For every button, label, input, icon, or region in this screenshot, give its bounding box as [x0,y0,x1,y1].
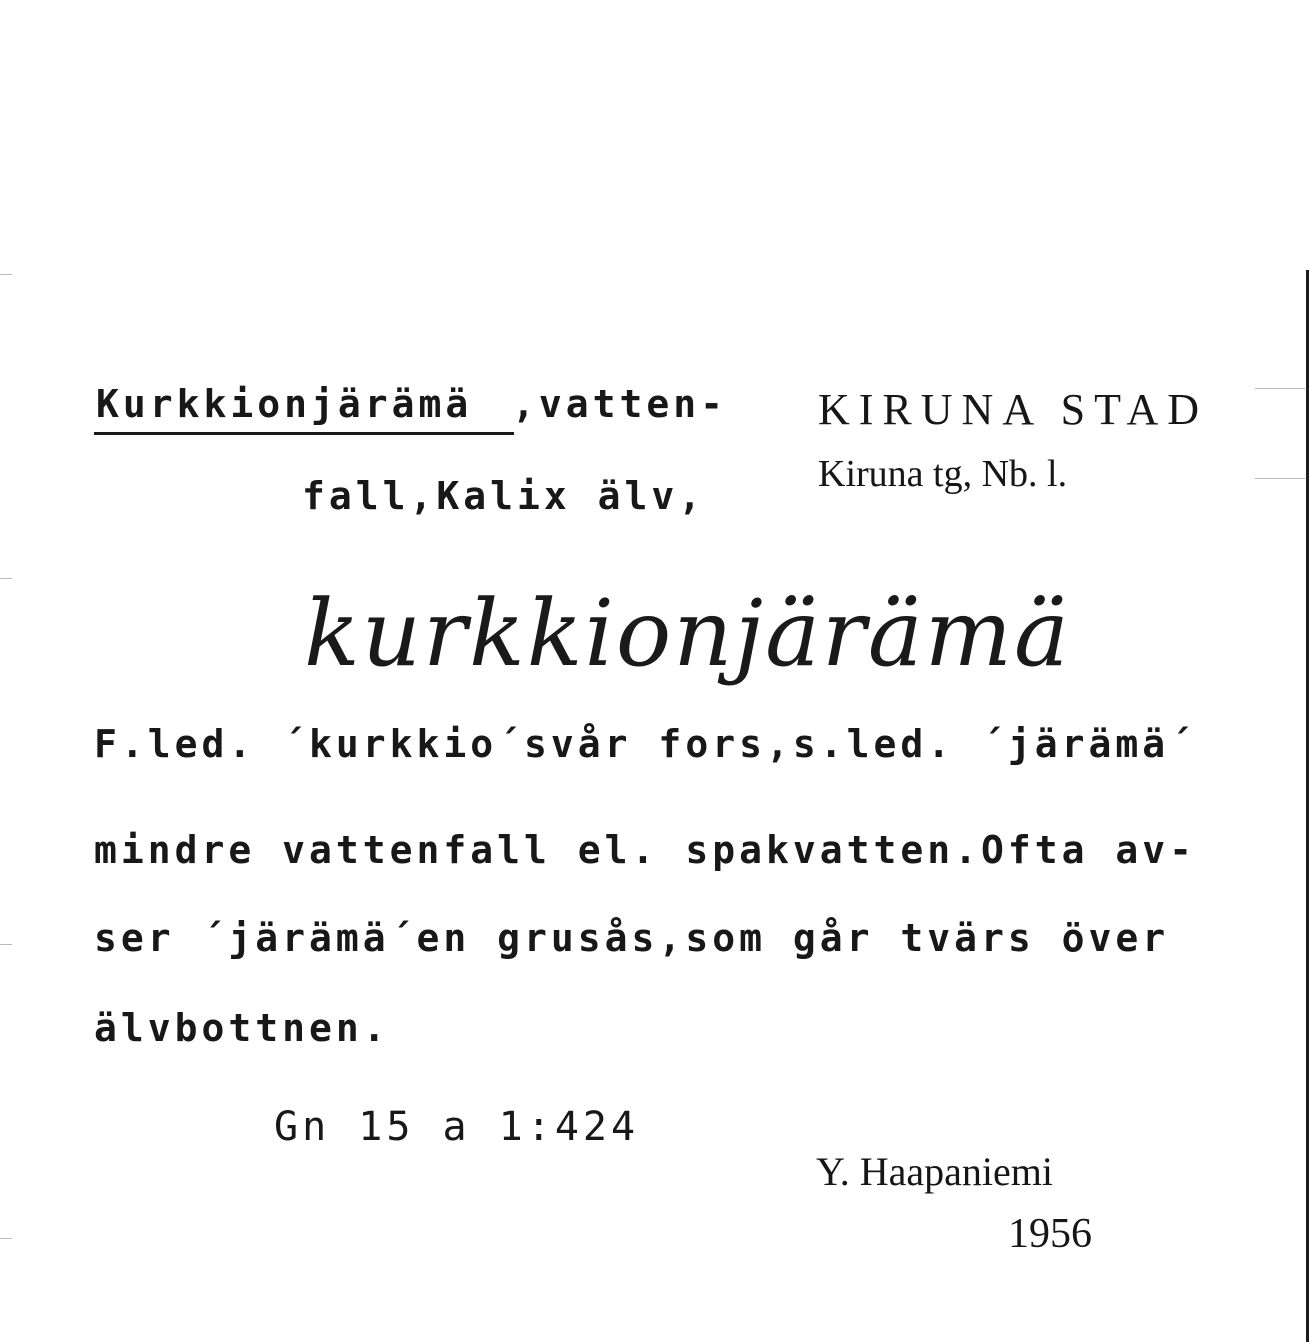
scan-mark [1255,478,1305,479]
scan-mark [0,274,12,275]
scan-mark [0,1238,12,1239]
heading-line-2: fall,Kalix älv, [302,474,706,518]
body-line-4: älvbottnen. [94,1006,390,1050]
body-line-2: mindre vattenfall el. spakvatten.Ofta av- [94,828,1196,872]
map-reference: Gn 15 a 1:424 [274,1104,640,1150]
collection-year: 1956 [1008,1211,1092,1257]
handwritten-phonetic-name: kurkkionjärämä [304,580,1071,687]
body-line-1: F.led. ´kurkkio´svår fors,s.led. ´järämä´ [94,722,1196,766]
collector-name: Y. Haapaniemi [816,1149,1053,1194]
heading-place-name: Kurkkionjärämä [96,382,473,426]
stamp-parish: Kiruna tg, Nb. l. [818,453,1068,495]
body-line-3: ser ´järämä´en grusås,som går tvärs över [94,916,1170,960]
scan-mark [0,578,12,579]
heading-underline [94,432,514,435]
scan-mark [0,944,12,945]
heading-rest: ,vatten- [512,382,728,426]
scan-mark [1255,388,1305,389]
stamp-municipality: KIRUNA STAD [818,385,1209,434]
